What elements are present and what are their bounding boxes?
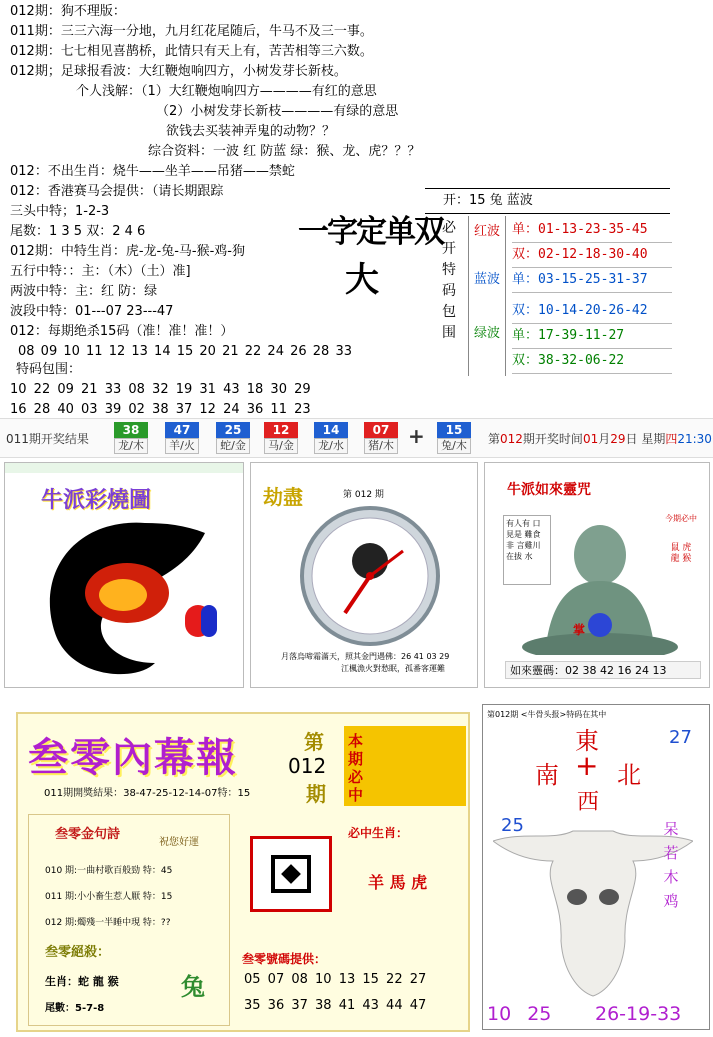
jueshu-tail: 尾數：5-7-8: [45, 1003, 105, 1014]
text-line: 08 09 10 11 12 13 14 15 20 21 22 24 26 28 33: [18, 344, 352, 359]
poem-line: 011 期:小小畜生惹人厭 特：15: [45, 892, 173, 902]
draw-prefix: 第: [488, 432, 501, 446]
panel-bottom-numbers: 如來靈碼：02 38 42 16 24 13: [505, 661, 701, 679]
result-ball: [314, 422, 348, 454]
numbers-title: 叁零號碼提供：: [242, 952, 327, 966]
panel-issue: 第 012 期: [343, 490, 384, 500]
ball-number: 47: [165, 422, 199, 438]
poem-line: 010 期:一曲村歌百般勁 特：45: [45, 866, 173, 876]
buddha-illustration: [505, 515, 695, 655]
draw-time: 21:30: [677, 432, 712, 446]
poster-issue: 012: [288, 754, 327, 778]
dir-north: 北: [617, 761, 641, 789]
text-line: 欲钱去买装神弄鬼的动物？？: [166, 124, 336, 139]
jueshu-title: 叁零絕殺：: [45, 945, 111, 960]
text-line: 10 22 09 21 33 08 32 19 31 43 18 30 29: [10, 382, 311, 397]
panel-title: 牛派彩燒圖: [41, 487, 152, 513]
ball-number: 15: [437, 422, 471, 438]
zodiac-hit: 羊 馬 虎: [368, 873, 428, 892]
text-line: 012：香港赛马会提供：（请长期跟踪: [10, 184, 224, 199]
panel-clock-image: [250, 462, 478, 688]
divider: [468, 216, 469, 376]
handwriting-big: 大: [345, 260, 379, 300]
stamp-char: 兔: [181, 973, 205, 1001]
package-title-bar: [425, 188, 670, 214]
text-line: 尾数：1 3 5 双：2 4 6: [10, 224, 146, 239]
slogan: 祝您好運: [159, 837, 199, 848]
dir-west: 西: [577, 790, 600, 815]
poster-title: 叁零內幕報: [28, 734, 238, 781]
package-row: 单：03-15-25-31-37: [512, 268, 672, 293]
numbers-row: 35 36 37 38 41 43 44 47: [244, 998, 427, 1013]
ball-zodiac: 兔/木: [437, 438, 471, 454]
result-ball: [364, 422, 398, 454]
draw-day: 29: [610, 432, 626, 446]
must-label-char: 包: [442, 304, 456, 320]
ball-zodiac: 龙/水: [314, 438, 348, 454]
package-row: 双：10-14-20-26-42: [512, 299, 672, 324]
ball-zodiac: 猪/木: [364, 438, 398, 454]
ball-zodiac: 龙/木: [114, 438, 148, 454]
panel-issue: 第 012 期: [117, 527, 163, 538]
must-label-char: 开: [442, 241, 456, 257]
cross-mark: +: [575, 749, 599, 782]
panel-buddha-image: [484, 462, 710, 688]
package-row: 单：01-13-23-35-45: [512, 218, 672, 243]
panel-fire-image: [4, 462, 244, 688]
ball-number: 25: [216, 422, 250, 438]
ball-zodiac: 羊/火: [165, 438, 199, 454]
must-hit-label: 本期必中: [348, 732, 364, 804]
poster-issue-prefix: 第: [304, 730, 324, 754]
qr-mark: [250, 836, 332, 912]
poem-panel: [28, 814, 230, 1026]
result-ball: [165, 422, 199, 454]
package-row: 双：38-32-06-22: [512, 349, 672, 374]
panel-title: 劫盡: [263, 485, 303, 509]
watermark-strip: [5, 463, 243, 473]
must-label-char: 特: [442, 262, 456, 278]
text-line: 16 28 40 03 39 02 38 37 12 24 36 11 23: [10, 402, 311, 417]
fire-yin-yang-illustration: [35, 513, 235, 683]
panel-caption: 江楓漁火對愁眠，孤番客運難: [341, 664, 445, 673]
dir-south: 南: [535, 761, 559, 789]
ball-zodiac: 马/金: [264, 438, 298, 454]
package-row: 双：02-12-18-30-40: [512, 243, 672, 268]
text-line: （2）小树发芽长新枝————有绿的意思: [156, 104, 399, 119]
panel-must: 今期必中: [665, 514, 697, 523]
panel-zodiac: 鼠 虎 龍 猴: [670, 543, 692, 564]
poem-box: 有人有 口見是 難食非 言雞川 在拔 水: [503, 515, 551, 585]
skull-bottom-left: 10 25: [487, 1003, 552, 1025]
skull-bottom-right: 26-19-33: [595, 1003, 682, 1025]
draw-month: 01: [582, 432, 599, 446]
text-line: 012期：狗不理版：: [10, 4, 126, 19]
ball-number: 07: [364, 422, 398, 438]
skull-number: 25: [501, 815, 524, 836]
wave-green: 绿波: [474, 326, 501, 341]
package-title: 开：15 兔 蓝波: [443, 193, 533, 208]
last-result: 011期開獎結果：38-47-25-12-14-07特：15: [44, 788, 251, 799]
text-line: 012：每期绝杀15码（准！准！准！）: [10, 324, 234, 339]
text-line: 012期；足球报看波：大红鞭炮响四方，小树发芽长新枝。: [10, 64, 347, 79]
text-line: 综合资料：一波 红 防蓝 绿：猴、龙、虎？？？: [148, 144, 421, 159]
ball-number: 14: [314, 422, 348, 438]
jueshu-zodiac: 生肖：蛇 龍 猴: [45, 975, 119, 988]
ball-number: 38: [114, 422, 148, 438]
must-label-char: 码: [442, 283, 456, 299]
poster-issue-suffix: 期: [306, 782, 326, 806]
text-line: 012：不出生肖：烧牛——坐羊——吊猪——禁蛇: [10, 164, 295, 179]
text-line: 011期：三三六海一分地，九月红花尾随后，牛马不及三一事。: [10, 24, 373, 39]
draw-day-label: 日 星期: [625, 432, 666, 446]
text-line: 个人浅解：（1）大红鞭炮响四方————有红的意思: [76, 84, 377, 99]
must-hit-box: [344, 726, 466, 806]
text-line: 五行中特：：主：（木）（土）准]: [10, 264, 191, 279]
draw-mid: 期开奖时间: [522, 432, 583, 446]
result-label: 011期开奖结果: [6, 432, 89, 446]
divider: [505, 216, 506, 376]
poem-box-title: 叁零金句詩: [55, 827, 121, 842]
text-line: 波段中特：01---07 23---47: [10, 304, 174, 319]
zodiac-title: 必中生肖：: [348, 826, 409, 840]
numbers-row: 05 07 08 10 13 15 22 27: [244, 972, 427, 987]
text-line: 012期：中特生肖：虎-龙-兔-马-猴-鸡-狗: [10, 244, 245, 259]
panel-caption: 月落烏啼霜滿天，照其金門遇佛：26 41 03 29: [281, 652, 450, 661]
zodiac-clock-illustration: [295, 501, 445, 651]
draw-month-label: 月: [598, 432, 611, 446]
result-ball: [264, 422, 298, 454]
text-line: 两波中特：主：红 防：绿: [10, 284, 158, 299]
plus-sign: +: [408, 424, 425, 448]
panel-pill: 掌: [573, 623, 586, 637]
must-label-column: [440, 218, 458, 344]
text-line: 三头中特；1-2-3: [10, 204, 110, 219]
draw-weekday: 四: [665, 432, 678, 446]
skull-vertical-text: 呆若木鸡: [663, 820, 679, 910]
ball-zodiac: 蛇/金: [216, 438, 250, 454]
wave-red: 红波: [474, 224, 501, 239]
ball-number: 12: [264, 422, 298, 438]
handwriting-odd-even: 一字定单双: [298, 214, 443, 250]
must-label-char: 必: [442, 220, 456, 236]
panel-title: 牛派如來靈咒: [507, 482, 591, 498]
skull-header: 第012期 <牛骨头报>特码在其中: [487, 710, 607, 719]
package-row: 单：17-39-11-27: [512, 324, 672, 349]
skull-panel: [482, 704, 710, 1030]
dir-east: 東: [575, 727, 599, 755]
draw-issue: 012: [500, 432, 523, 446]
text-line: 012期：七七相见喜鹊桥，此情只有天上有，苦苦相等三六数。: [10, 44, 373, 59]
text-line: 特码包围：: [16, 362, 82, 377]
draw-time-info: [488, 430, 712, 447]
result-ball: [216, 422, 250, 454]
wave-blue: 蓝波: [474, 272, 501, 287]
special-ball: [437, 422, 471, 454]
result-ball: [114, 422, 148, 454]
poster-3010: [16, 712, 470, 1032]
poem-line: 012 期:燭殘一半睡中現 特：??: [45, 918, 171, 928]
skull-number: 27: [669, 727, 692, 748]
must-label-char: 围: [442, 325, 456, 341]
